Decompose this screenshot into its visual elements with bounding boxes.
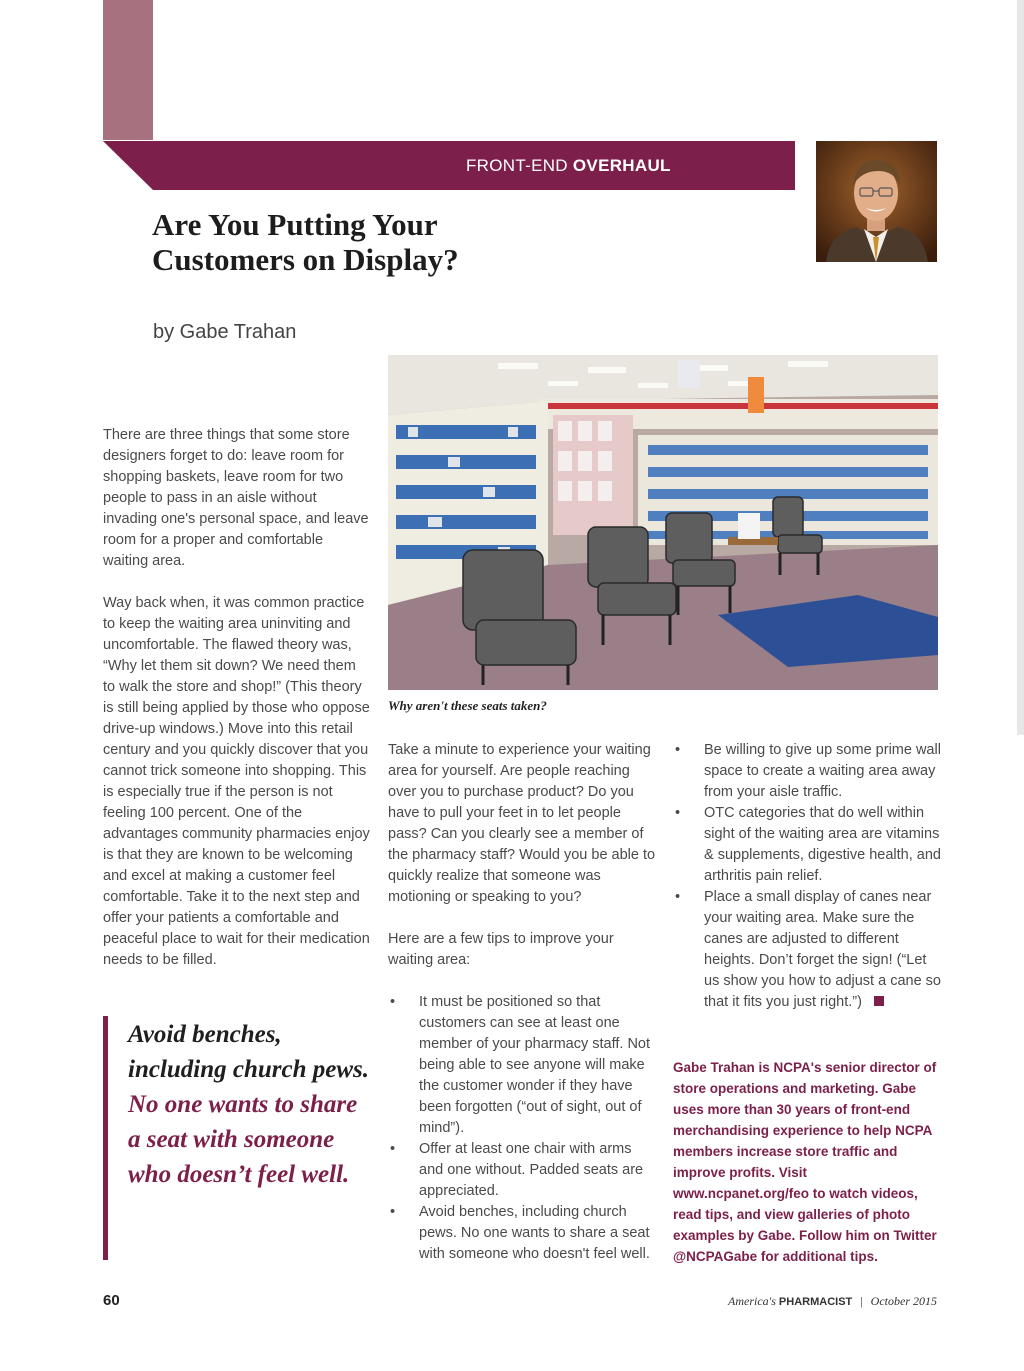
column-1 (103, 425, 371, 992)
list-item (388, 1139, 656, 1202)
bullet-icon: • (675, 742, 681, 758)
list-item (673, 740, 941, 803)
section-label (466, 156, 671, 176)
col1-paragraph-1: There are three things that some store designers forget to do: leave room for shopping baskets, leave room for two people to pass in an aisle without invading one's personal space, and leave room for a proper and comfortable waiting area. (103, 427, 369, 569)
column-2 (388, 740, 656, 1265)
pull-quote-part2: No one wants to share a seat with someone who doesn’t feel well. (128, 1091, 358, 1188)
store-photo-image (388, 355, 938, 690)
store-waiting-area-photo (388, 355, 938, 690)
article-title-line2: Customers on Display? (152, 242, 459, 277)
list-item (388, 992, 656, 1139)
tip-text: Offer at least one chair with arms and one without. Padded seats are appreciated. (419, 1141, 644, 1199)
column-3 (673, 740, 941, 1013)
issue-date: October 2015 (870, 1294, 937, 1308)
col1-paragraph-2: Way back when, it was common practice to keep the waiting area uninviting and uncomfortable. The flawed theory was, “Why let them sit down? We need them to walk the store and shop!” (This theory is still being applied by those who oppose drive-up windows.) Move into this retail century and you quickly discover that you cannot trick someone into shopping. This is especially true if the person is not feeling 100 percent. One of the advantages community pharmacies enjoy is that they are known to be welcoming and excel at making a customer feel comfortable. Take it to the next step and offer your patients a comfortable and peaceful place to wait for their medication needs to be filled. (103, 595, 370, 968)
tip-text: OTC categories that do well within sight of the waiting area are vitamins & supplements, digestive health, and arthritis pain relief. (704, 805, 941, 884)
magazine-name-italic: America's (728, 1294, 776, 1308)
author-portrait (816, 141, 937, 262)
pull-quote-part1: Avoid benches, including church pews. (128, 1021, 370, 1083)
section-banner (103, 141, 795, 190)
pull-quote-bar (103, 1016, 108, 1260)
section-label-prefix: FRONT-END (466, 156, 568, 175)
tip-text: Be willing to give up some prime wall space to create a waiting area away from your aisle traffic. (704, 742, 941, 800)
bullet-icon: • (390, 1141, 396, 1157)
bullet-icon: • (675, 889, 681, 905)
page-number: 60 (103, 1292, 120, 1309)
list-item (673, 803, 941, 887)
page-edge-scrollbar (1017, 0, 1024, 735)
header-accent-tab (103, 0, 153, 140)
author-bio: Gabe Trahan is NCPA's senior director of store operations and marketing. Gabe uses more than 30 years of front-end merchandising experience to help NCPA members increase store traffic and improve profits. Visit www.ncpanet.org/feo to watch videos, read tips, and view galleries of photo examples by Gabe. Follow him on Twitter @NCPAGabe for additional tips. (673, 1060, 937, 1264)
section-label-emph: OVERHAUL (572, 156, 671, 175)
tips-list-1 (388, 992, 656, 1265)
bullet-icon: • (390, 994, 396, 1010)
tip-text: Place a small display of canes near your waiting area. Make sure the canes are adjusted to different heights. Don’t forget the sign! (“Let us show you how to adjust a cane so that it fits you just right.”) (704, 889, 941, 1010)
article-title-line1: Are You Putting Your (152, 207, 438, 242)
byline: by Gabe Trahan (153, 321, 297, 343)
magazine-footer (728, 1294, 937, 1309)
col2-paragraph-1: Take a minute to experience your waiting area for yourself. Are people reaching over you to purchase product? Do you have to pull your feet in to let people pass? Can you clearly see a member of the pharmacy staff? Would you be able to quickly realize that someone was motioning or speaking to you? (388, 742, 656, 905)
magazine-name-bold: PHARMACIST (778, 1296, 853, 1308)
bullet-icon: • (675, 805, 681, 821)
col2-paragraph-2: Here are a few tips to improve your waiting area: (388, 931, 614, 968)
photo-caption: Why aren't these seats taken? (388, 698, 547, 713)
list-item (388, 1202, 656, 1265)
pull-quote (128, 1017, 373, 1192)
tip-text: Avoid benches, including church pews. No one wants to share a seat with someone who doesn't feel well. (419, 1204, 650, 1262)
footer-separator: | (860, 1294, 863, 1308)
tips-list-2 (673, 740, 941, 1013)
author-portrait-image (816, 141, 937, 262)
list-item (673, 887, 941, 1013)
tip-text: It must be positioned so that customers can see at least one member of your pharmacy staff. Not being able to see anyone will make the customer wonder if they have been forgotten (“out of sight, out of mind”). (419, 994, 651, 1136)
bullet-icon: • (390, 1204, 396, 1220)
end-mark-icon (874, 996, 884, 1006)
article-title (152, 207, 712, 277)
